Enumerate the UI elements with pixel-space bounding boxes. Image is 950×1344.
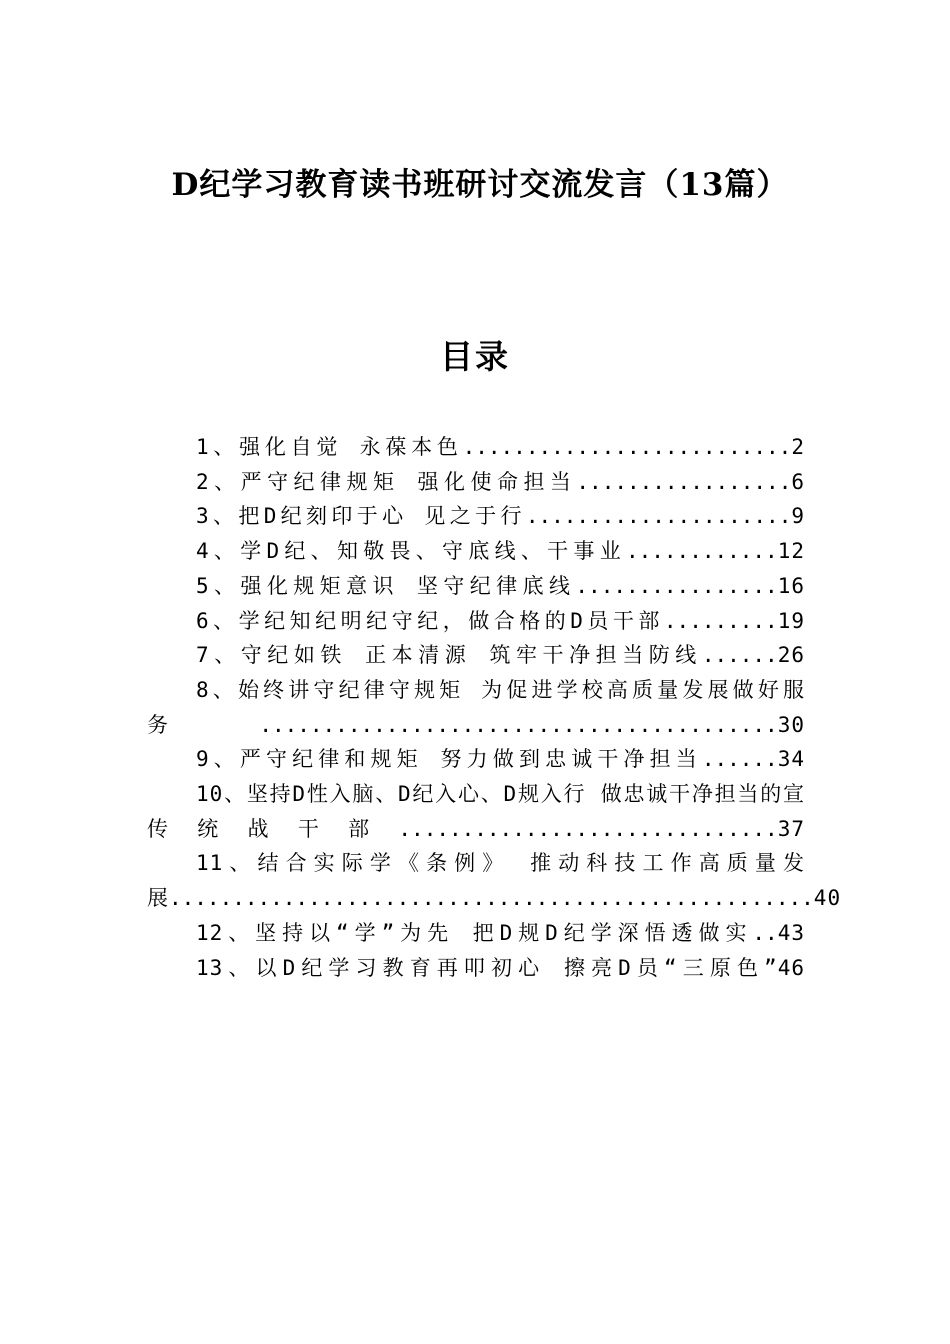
toc-leader-dots: ................................................... — [169, 886, 814, 911]
toc-leader-dots: ......................................... — [259, 712, 778, 737]
toc-entry[interactable] — [147, 916, 805, 951]
toc-page-number: 19 — [777, 608, 805, 633]
toc-entry-label: 3、把D纪刻印于心 见之于行 — [196, 504, 526, 529]
toc-entry-label: 1、强化自觉 永葆本色 — [196, 435, 463, 459]
toc-entry[interactable] — [147, 777, 805, 846]
toc-page-number: 6 — [791, 469, 805, 494]
toc-leader-dots: .......................... — [462, 435, 792, 459]
toc-entry-label: 8、始终讲守纪律守规矩 为促进学校高质量发展做好服务 — [147, 677, 805, 737]
toc-entry[interactable] — [147, 742, 805, 777]
toc-entry[interactable] — [147, 465, 805, 500]
toc-leader-dots: ......... — [663, 608, 778, 633]
toc-entry[interactable] — [147, 534, 805, 569]
toc-leader-dots: .. — [752, 920, 778, 945]
toc-page-number: 9 — [791, 504, 805, 529]
toc-entry-label: 13、以D纪学习教育再叩初心 擦亮D员“三原色” — [196, 955, 778, 980]
toc-page-number: 43 — [777, 920, 805, 945]
toc-leader-dots: ................. — [576, 469, 792, 494]
toc-page-number: 16 — [777, 573, 805, 598]
table-of-contents — [147, 430, 842, 985]
toc-entry-label: 6、学纪知纪明纪守纪，做合格的D员干部 — [196, 608, 664, 633]
toc-entry-label: 5、强化规矩意识 坚守纪律底线 — [196, 573, 576, 598]
toc-entry[interactable] — [147, 673, 805, 742]
toc-entry-label: 2、严守纪律规矩 强化使命担当 — [196, 469, 577, 494]
toc-leader-dots: ...... — [701, 747, 778, 772]
toc-page-number: 12 — [777, 539, 805, 564]
toc-entry[interactable] — [147, 604, 805, 639]
toc-entry-label: 7、守纪如铁 正本清源 筑牢干净担当防线 — [196, 643, 702, 668]
toc-leader-dots: .............................. — [398, 816, 778, 841]
toc-page-number: 46 — [777, 955, 805, 980]
toc-leader-dots: ................ — [575, 573, 778, 598]
toc-leader-dots: ............ — [625, 539, 778, 564]
toc-entry[interactable] — [147, 499, 805, 534]
toc-leader-dots: ..................... — [525, 504, 792, 529]
toc-leader-dots: ...... — [701, 643, 778, 668]
toc-page-number: 26 — [777, 643, 805, 668]
toc-entry-label: 11、结合实际学《条例》 推动科技工作高质量发展 — [147, 851, 805, 911]
toc-entry[interactable] — [147, 638, 805, 673]
toc-page-number: 30 — [777, 712, 805, 737]
toc-heading: 目录 — [440, 337, 510, 376]
toc-entry-label: 10、坚持D性入脑、D纪入心、D规入行 做忠诚干净担当的宣传统战干部 — [147, 782, 805, 841]
toc-entry-label: 4、学D纪、知敬畏、守底线、干事业 — [196, 539, 626, 564]
toc-entry-label: 12、坚持以“学”为先 把D规D纪学深悟透做实 — [196, 920, 753, 945]
page-title: D纪学习教育读书班研讨交流发言（13篇） — [171, 167, 789, 203]
toc-page-number: 2 — [791, 435, 805, 459]
toc-entry[interactable] — [147, 951, 805, 986]
toc-entry-label: 9、严守纪律和规矩 努力做到忠诚干净担当 — [196, 747, 702, 772]
toc-page-number: 34 — [777, 747, 805, 772]
toc-entry[interactable] — [147, 846, 842, 915]
toc-entry[interactable] — [147, 569, 805, 604]
toc-page-number: 37 — [777, 816, 805, 841]
toc-page-number: 40 — [813, 886, 842, 911]
toc-entry[interactable] — [147, 430, 805, 465]
